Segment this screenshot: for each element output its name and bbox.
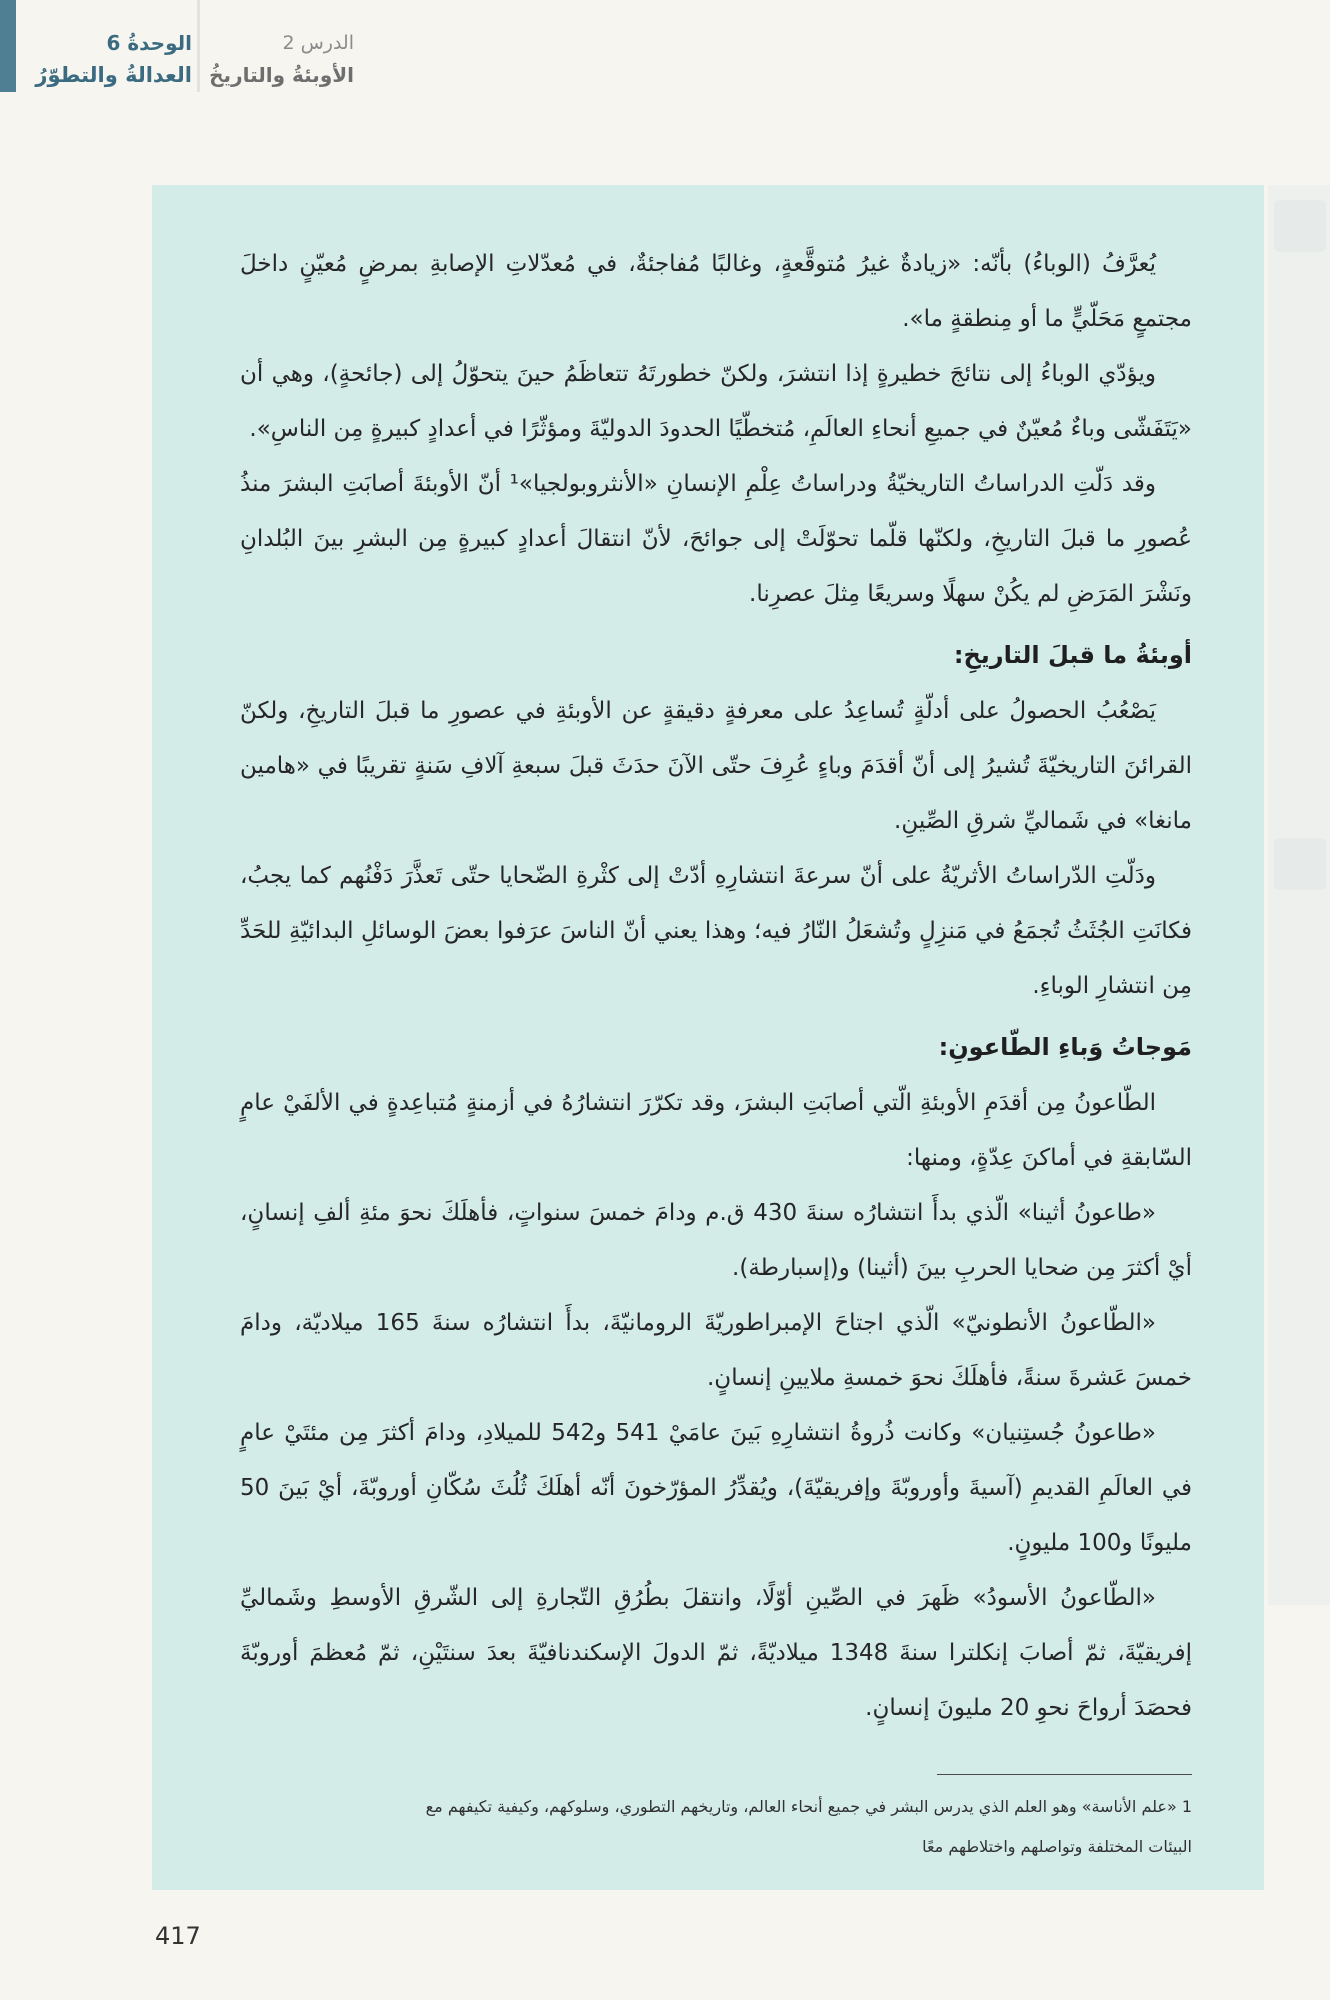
section1-paragraph-2: ودَلّتِ الدّراساتُ الأثريّةُ على أنّ سرعةَ انتشارِهِ أدّتْ إلى كثْرةِ الضّحايا حتّى تَعذَّرَ دَفْنُهم كما يجبُ، فكانَتِ الجُثَثُ تُجمَعُ في مَنزِلٍ وتُشعَلُ النّارُ فيه؛ وهذا يعني أنّ الناسَ عرَفوا بعضَ الوسائلِ البدائيّةِ للحَدِّ مِن انتشارِ الوباءِ. — [240, 863, 1192, 999]
intro-paragraph-2: ويؤدّي الوباءُ إلى نتائجَ خطيرةٍ إذا انتشرَ، ولكنّ خطورتَهُ تتعاظَمُ حينَ يتحوّلُ إلى (جائحةٍ)، وهي أن «يَتَفَشّى وباءٌ مُعيّنٌ في جميعِ أنحاءِ العالَمِ، مُتخطّيًا الحدودَ الدوليّةَ ومؤثّرًا في أعدادٍ كبيرةٍ مِن الناسِ». — [240, 361, 1192, 442]
page-number: 417 — [155, 1922, 201, 1950]
intro-paragraph-1: يُعرَّفُ (الوباءُ) بأنّه: «زيادةٌ غيرُ مُتوقَّعةٍ، وغالبًا مُفاجئةٌ، في مُعدّلاتِ الإصابةِ بمرضٍ مُعيّنٍ داخلَ مجتمعٍ مَحَلّيٍّ ما أو مِنطقةٍ ما». — [240, 251, 1192, 332]
section1-paragraph-1: يَصْعُبُ الحصولُ على أدلّةٍ تُساعِدُ على معرفةٍ دقيقةٍ عن الأوبئةِ في عصورِ ما قبلَ التاريخِ، ولكنّ القرائنَ التاريخيّةَ تُشيرُ إلى أنّ أقدَمَ وباءٍ عُرِفَ حتّى الآنَ حدَثَ قبلَ سبعةِ آلافِ سَنةٍ تقريبًا في «هامين مانغا» في شَماليِّ شرقِ الصِّينِ. — [240, 698, 1192, 834]
section2-paragraph-4: «طاعونُ جُستِنيان» وكانت ذُروةُ انتشارِهِ بَينَ عامَيْ 541 و542 للميلادِ، ودامَ أكثرَ مِن مئتَيْ عامٍ في العالَمِ القديمِ (آسيةَ وأوروبّةَ وإفريقيّةَ)، ويُقدِّرُ المؤرّخونَ أنّه أهلَكَ ثُلُثَ سُكّانِ أوروبّةَ، أيْ بَينَ 50 مليونًا و100 مليونٍ. — [240, 1420, 1192, 1556]
background-number-mark — [1274, 200, 1326, 252]
section2-paragraph-1: الطّاعونُ مِن أقدَمِ الأوبئةِ الّتي أصابَتِ البشرَ، وقد تكرّرَ انتشارُهُ في أزمنةٍ مُتباعِدةٍ في الألفَيْ عامٍ السّابقةِ في أماكنَ عِدّةٍ، ومنها: — [240, 1090, 1192, 1171]
section2-paragraph-3: «الطّاعونُ الأنطونيّ» الّذي اجتاحَ الإمبراطوريّةَ الرومانيّةَ، بدأَ انتشارُه سنةَ 165 ميلاديّة، ودامَ خمسَ عَشرةَ سنةً، فأهلَكَ نحوَ خمسةِ ملايينِ إنسانٍ. — [240, 1310, 1192, 1391]
intro-paragraph-3: وقد دَلّتِ الدراساتُ التاريخيّةُ ودراساتُ عِلْمِ الإنسانِ «الأنثروبولجيا»¹ أنّ الأوبئةَ أصابَتِ البشرَ منذُ عُصورِ ما قبلَ التاريخِ، ولكنّها قلّما تحوّلَتْ إلى جوائحَ، لأنّ انتقالَ أعدادٍ كبيرةٍ مِن البشرِ بينَ البُلدانِ ونَشْرَ المَرَضِ لم يكُنْ سهلًا وسريعًا مِثلَ عصرِنا. — [240, 471, 1192, 607]
section2-paragraph-5: «الطّاعونُ الأسودُ» ظَهرَ في الصِّينِ أوّلًا، وانتقلَ بطُرُقِ التّجارةِ إلى الشّرقِ الأوسطِ وشَماليِّ إفريقيّةَ، ثمّ أصابَ إنكلترا سنةَ 1348 ميلاديّةً، ثمّ الدولَ الإسكندنافيّةَ بعدَ سنتَيْنِ، ثمّ مُعظمَ أوروبّةَ فحصَدَ أرواحَ نحوِ 20 مليونَ إنسانٍ. — [240, 1585, 1193, 1721]
section-heading-prehistoric-epidemics: أوبئةُ ما قبلَ التاريخِ: — [953, 641, 1192, 669]
background-margin-strip — [1268, 185, 1330, 1605]
section2-paragraph-2: «طاعونُ أثينا» الّذي بدأَ انتشارُه سنةَ 430 ق.م ودامَ خمسَ سنواتٍ، فأهلَكَ نحوَ مئةِ ألفِ إنسانٍ، أيْ أكثرَ مِن ضحايا الحربِ بينَ (أثينا) و(إسبارطة). — [240, 1200, 1192, 1281]
background-number-mark — [1274, 838, 1326, 890]
lesson-number: الدرس 2 — [282, 32, 354, 54]
unit-label — [30, 28, 192, 92]
lesson-label — [200, 28, 354, 92]
footnote-divider — [937, 1774, 1192, 1775]
header-accent-bar — [0, 0, 16, 92]
unit-number: الوحدةُ 6 — [106, 31, 192, 55]
unit-title: العدالةُ والتطوّرُ — [35, 63, 192, 87]
section-heading-plague-waves: مَوجاتُ وَباءِ الطّاعونِ: — [938, 1033, 1192, 1061]
footnote-line-2: البيئات المختلفة وتواصلهم واختلاطهم معًا — [922, 1837, 1192, 1856]
lesson-title: الأوبئةُ والتاريخُ — [209, 63, 354, 87]
lesson-text-panel — [152, 185, 1264, 1890]
footnote-line-1: 1 «علم الأناسة» وهو العلم الذي يدرس البشر في جميع أنحاء العالم، وتاريخهم التطوري، وسلوكهم، وكيفية تكيفهم مع — [425, 1797, 1192, 1816]
